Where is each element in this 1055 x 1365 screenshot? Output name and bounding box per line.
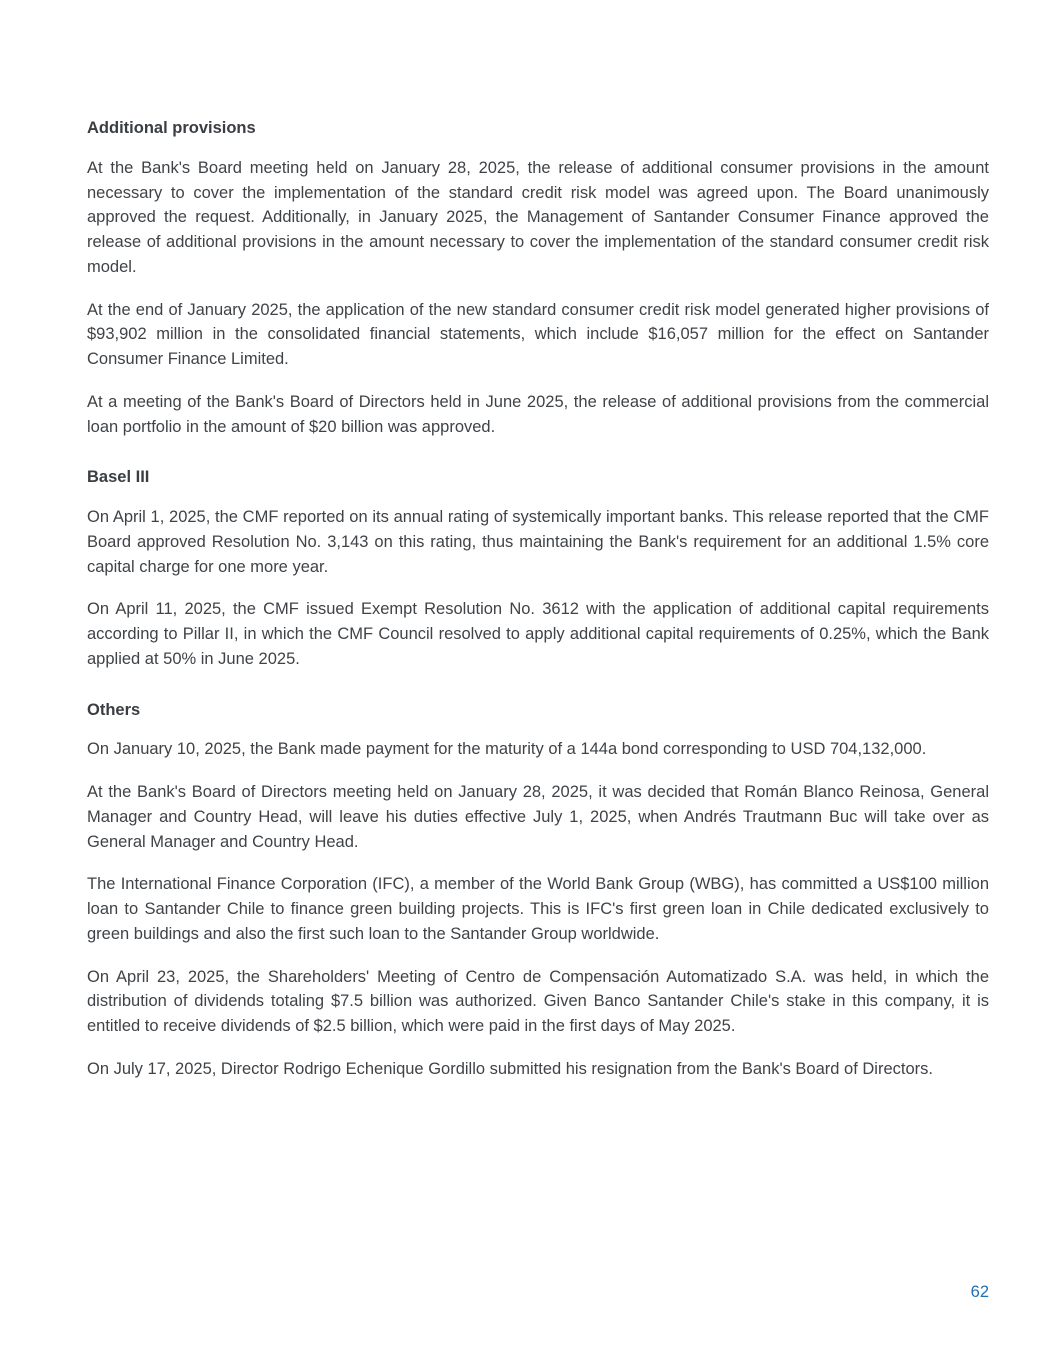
paragraph-cmf-exempt-resolution: On April 11, 2025, the CMF issued Exempt Resolution No. 3612 with the application of additional capital requirements according to Pillar II, in which the CMF Council resolved to apply additional capital requirements of 0.25%, which the Bank applied at 50% in June 2025. — [87, 600, 989, 668]
section-heading-additional-provisions: Additional provisions — [87, 119, 256, 137]
paragraph-cmf-annual-rating: On April 1, 2025, the CMF reported on its annual rating of systemically important banks. This release reported that the CMF Board approved Resolution No. 3,143 on this rating, thus maintaining the Bank's requirement for an additional 1.5% core capital charge for one more year. — [87, 508, 989, 576]
page-number: 62 — [970, 1283, 989, 1301]
paragraph-144a-bond-payment: On January 10, 2025, the Bank made payment for the maturity of a 144a bond corresponding to USD 704,132,000. — [87, 740, 927, 759]
paragraph-board-meeting-provisions: At the Bank's Board meeting held on January 28, 2025, the release of additional consumer provisions in the amount necessary to cover the implementation of the standard credit risk model was agreed upon. The Board unanimously approved the request. Additionally, in January 2025, the Management of Santander Consumer Finance approved the release of additional provisions in the amount necessary to cover the implementation of the standard consumer credit risk model. — [87, 158, 989, 276]
paragraph-management-change: At the Bank's Board of Directors meeting held on January 28, 2025, it was decided that Román Blanco Reinosa, General Manager and Country Head, will leave his duties effective July 1, 2025, when Andrés Trautmann Buc will take over as General Manager and Country Head. — [87, 783, 989, 851]
section-heading-basel-iii: Basel III — [87, 468, 150, 487]
paragraph-commercial-loan-release: At a meeting of the Bank's Board of Directors held in June 2025, the release of additional provisions from the commercial loan portfolio in the amount of $20 billion was approved. — [87, 392, 989, 436]
paragraph-ifc-green-loan: The International Finance Corporation (IFC), a member of the World Bank Group (WBG), has committed a US$100 million loan to Santander Chile to finance green building projects. This is IFC's first green loan in Chile dedicated exclusively to green buildings and also the first such loan to the Santander Group worldwide. — [87, 875, 989, 943]
paragraph-director-resignation: On July 17, 2025, Director Rodrigo Echenique Gordillo submitted his resignation from the Bank's Board of Directors. — [87, 1059, 933, 1078]
paragraph-credit-risk-model-provisions: At the end of January 2025, the application of the new standard consumer credit risk model generated higher provisions of $93,902 million in the consolidated financial statements, which include $16,057 million for the effect on Santander Consumer Finance Limited. — [87, 300, 989, 368]
document-body — [87, 116, 989, 1100]
paragraph-cca-dividends: On April 23, 2025, the Shareholders' Meeting of Centro de Compensación Automatizado S.A. was held, in which the distribution of dividends totaling $7.5 billion was authorized. Given Banco Santander Chile's stake in this company, it is entitled to receive dividends of $2.5 billion, which were paid in the first days of May 2025. — [87, 967, 989, 1035]
section-heading-others: Others — [87, 700, 141, 719]
